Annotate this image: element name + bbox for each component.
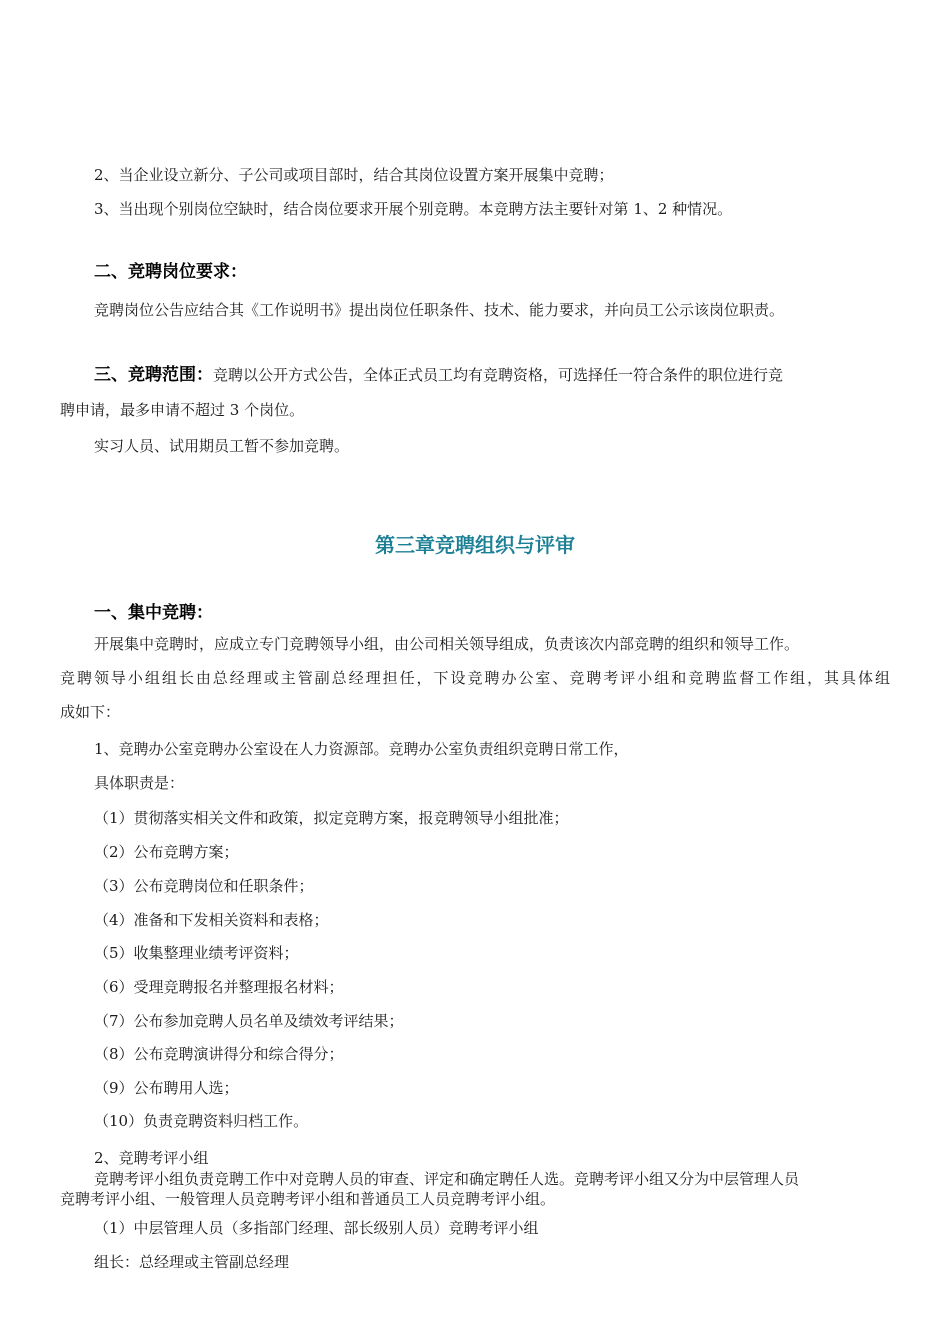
list-item: （8）公布竞聘演讲得分和综合得分； xyxy=(94,1045,344,1063)
paragraph-line: 1、竞聘办公室竞聘办公室设在人力资源部。竞聘办公室负责组织竞聘日常工作， xyxy=(94,740,629,758)
paragraph-line: 具体职责是： xyxy=(94,774,185,792)
paragraph-line: 3、当出现个别岗位空缺时，结合岗位要求开展个别竞聘。本竞聘方法主要针对第 1、2 种情况。 xyxy=(94,200,733,218)
list-item: （7）公布参加竞聘人员名单及绩效考评结果； xyxy=(94,1012,404,1030)
chapter-title: 第三章竞聘组织与评审 xyxy=(375,533,575,557)
paragraph-line: 竞聘考评小组、一般管理人员竞聘考评小组和普通员工人员竞聘考评小组。 xyxy=(60,1190,556,1208)
section-heading-requirements: 二、竞聘岗位要求： xyxy=(94,262,247,282)
list-item: （10）负责竞聘资料归档工作。 xyxy=(94,1112,309,1130)
paragraph-line: （1）中层管理人员（多指部门经理、部长级别人员）竞聘考评小组 xyxy=(94,1219,539,1237)
paragraph-line: 成如下： xyxy=(60,703,121,721)
paragraph-line: 竞聘领导小组组长由总经理或主管副总经理担任，下设竞聘办公室、竞聘考评小组和竞聘监督工作组，其具体组 xyxy=(60,669,890,687)
list-item: （1）贯彻落实相关文件和政策，拟定竞聘方案，报竞聘领导小组批准； xyxy=(94,809,569,827)
paragraph-line: 2、竞聘考评小组 xyxy=(94,1149,209,1167)
paragraph-line: 竞聘考评小组负责竞聘工作中对竞聘人员的审查、评定和确定聘任人选。竞聘考评小组又分为中层管理人员 xyxy=(94,1170,800,1188)
paragraph-line: 聘申请，最多申请不超过 3 个岗位。 xyxy=(60,401,305,419)
scope-line xyxy=(94,365,783,385)
paragraph-line: 开展集中竞聘时，应成立专门竞聘领导小组，由公司相关领导组成，负责该次内部竞聘的组织和领导工作。 xyxy=(94,635,800,653)
list-item: （3）公布竞聘岗位和任职条件； xyxy=(94,877,314,895)
list-item: （4）准备和下发相关资料和表格； xyxy=(94,911,329,929)
list-item: （6）受理竞聘报名并整理报名材料； xyxy=(94,978,344,996)
list-item: （9）公布聘用人选； xyxy=(94,1079,239,1097)
section-heading-central: 一、集中竞聘： xyxy=(94,603,213,623)
list-item: （2）公布竞聘方案； xyxy=(94,843,239,861)
section-heading-scope: 三、竞聘范围： xyxy=(94,365,213,385)
scope-text: 竞聘以公开方式公告，全体正式员工均有竞聘资格，可选择任一符合条件的职位进行竞 xyxy=(213,366,784,384)
paragraph-line: 竞聘岗位公告应结合其《工作说明书》提出岗位任职条件、技术、能力要求，并向员工公示该岗位职责。 xyxy=(94,301,785,319)
paragraph-line: 2、当企业设立新分、子公司或项目部时，结合其岗位设置方案开展集中竞聘； xyxy=(94,166,614,184)
list-item: （5）收集整理业绩考评资料； xyxy=(94,944,299,962)
paragraph-line: 实习人员、试用期员工暂不参加竞聘。 xyxy=(94,437,350,455)
paragraph-line: 组长：总经理或主管副总经理 xyxy=(94,1253,290,1271)
